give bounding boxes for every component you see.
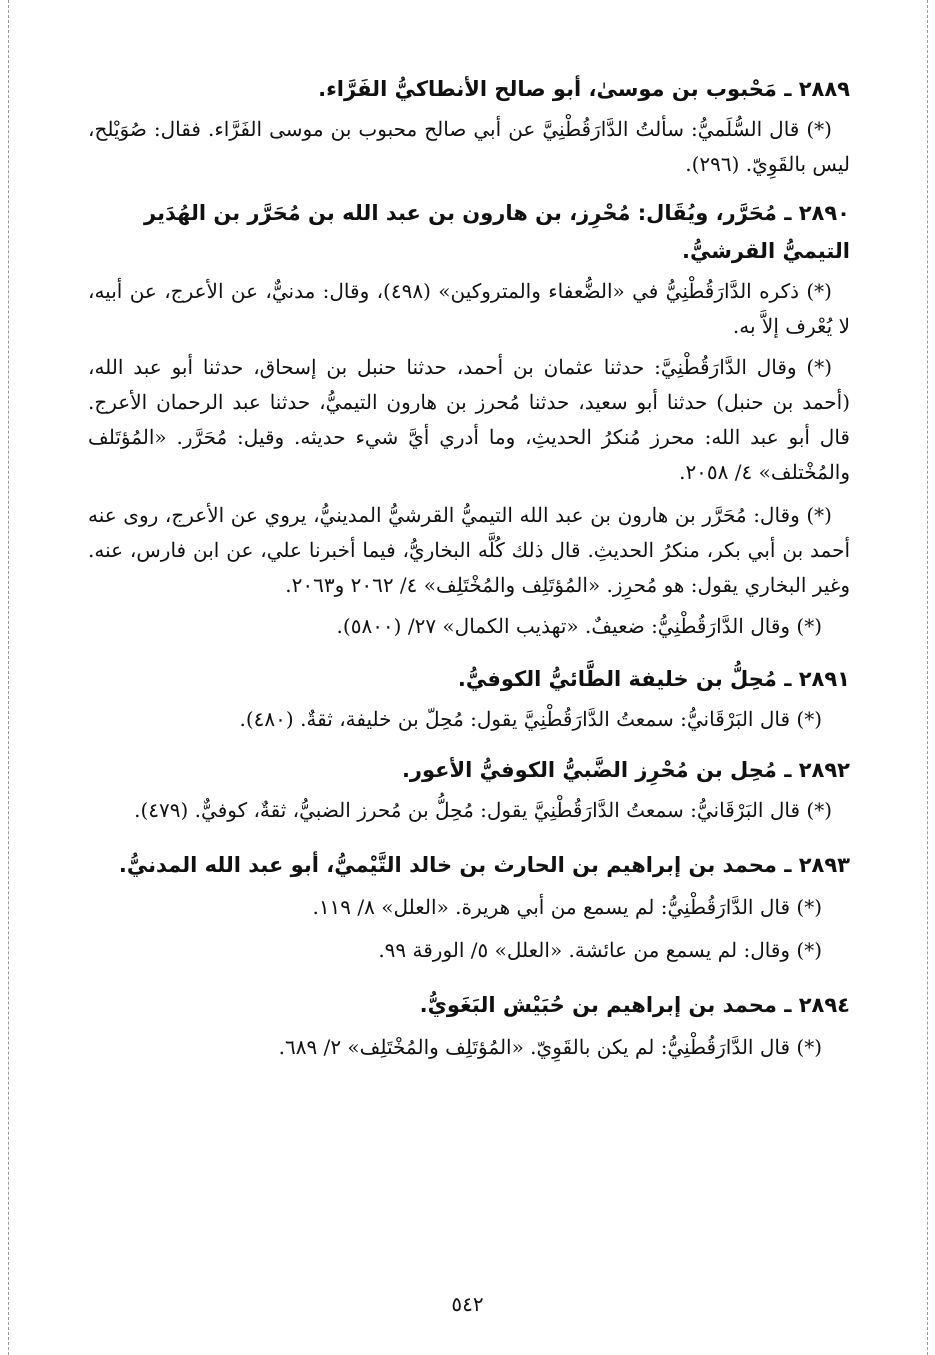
entry-note: (*) وقال: مُحَرَّر بن هارون بن عبد الله التيميُّ القرشيُّ المدينيُّ، يروي عن الأعرج، روى عنه أحمد بن أبي بكر، منكرُ الحديثِ. قال ذلك كُلَّه البخاريُّ، فيما أخبرنا علي، عن ابن فارس، عنه. وغير البخاري يقول: هو مُحرِز. «المُؤتَلِف والمُخْتَلِف» ٤/ ٢٠٦٢ و٢٠٦٣. — [88, 503, 850, 597]
entry-heading: ٢٨٩٠ ـ مُحَرَّر، ويُقَال: مُحْرِز، بن هارون بن عبد الله بن مُحَرَّر بن الهُدَير التيميُّ القرشيُّ. — [144, 201, 850, 263]
entry-note: (*) وقال الدَّارَقُطْنِيُّ: ضعيفٌ. «تهذيب الكمال» ٢٧/ (٥٨٠٠). — [336, 614, 822, 638]
scan-edge-left — [8, 0, 9, 1355]
entry-note: (*) وقال: لم يسمع من عائشة. «العلل» ٥/ الورقة ٩٩. — [378, 938, 822, 962]
entry-2894 — [88, 984, 850, 1065]
entry-2891 — [88, 658, 850, 737]
page-body — [88, 68, 850, 1065]
entry-heading: ٢٨٩٤ ـ محمد بن إبراهيم بن حُبَيْش البَغَويُّ. — [419, 993, 850, 1017]
entry-2892 — [88, 749, 850, 828]
entry-note: (*) قال السُّلَميُّ: سألتُ الدَّارَقُطْنِيَّ عن أبي صالح محبوب بن موسى الفَرَّاء. فقال: صُوَيْلح، ليس بالقَوِيّ. (٢٩٦). — [88, 117, 850, 176]
entry-heading: ٢٨٩١ ـ مُحِلُّ بن خليفة الطَّائيُّ الكوفيُّ. — [457, 667, 850, 691]
entry-note: (*) قال الدَّارَقُطْنِيُّ: لم يسمع من أبي هريرة. «العلل» ٨/ ١١٩. — [312, 895, 822, 919]
entry-2890 — [88, 194, 850, 644]
entry-note: (*) قال الدَّارَقُطْنِيُّ: لم يكن بالقَوِيّ. «المُؤتَلِف والمُخْتَلِف» ٢/ ٦٨٩. — [278, 1035, 822, 1059]
entry-2889 — [88, 68, 850, 182]
scan-edge-right — [927, 0, 928, 1355]
entry-2893 — [88, 844, 850, 968]
entry-heading: ٢٨٨٩ ـ مَحْبوب بن موسىٰ، أبو صالح الأنطاكيُّ الفَرَّاء. — [318, 77, 850, 101]
entry-heading: ٢٨٩٣ ـ محمد بن إبراهيم بن الحارث بن خالد التَّيْميُّ، أبو عبد الله المدنيُّ. — [118, 853, 850, 877]
entry-note: (*) قال البَرْقَانيُّ: سمعتُ الدَّارَقُطْنِيَّ يقول: مُحِلّ بن خليفة، ثقةٌ. (٤٨٠). — [239, 707, 822, 731]
entry-heading: ٢٨٩٢ ـ مُحِل بن مُحْرِز الضَّبيُّ الكوفيُّ الأعور. — [401, 758, 850, 782]
page-number: ٥٤٢ — [451, 1292, 484, 1316]
entry-note: (*) وقال الدَّارَقُطْنِيَّ: حدثنا عثمان بن أحمد، حدثنا حنبل بن إسحاق، حدثنا أبو عبد الله، (أحمد بن حنبل) حدثنا أبو سعيد، حدثنا مُحرز بن هارون التيميُّ، حدثنا عبد الرحمان الأعرج. قال أبو عبد الله: محرز مُنكرُ الحديثِ، وما أدري أيَّ شيء حديثه. وقيل: مُحَرَّر. «المُؤتَلف والمُخْتلف» ٤/ ٢٠٥٨. — [88, 355, 850, 484]
entry-note: (*) ذكره الدَّارَقُطْنِيُّ في «الضُّعفاء والمتروكين» (٤٩٨)، وقال: مدنيٌّ، عن الأعرج، عن أبيه، لا يُعْرف إلاَّ به. — [88, 279, 850, 338]
entry-note: (*) قال البَرْقَانيُّ: سمعتُ الدَّارَقُطْنِيَّ يقول: مُحِلُّ بن مُحرز الضبيُّ، ثقةٌ، كوفيٌّ. (٤٧٩). — [134, 798, 832, 822]
